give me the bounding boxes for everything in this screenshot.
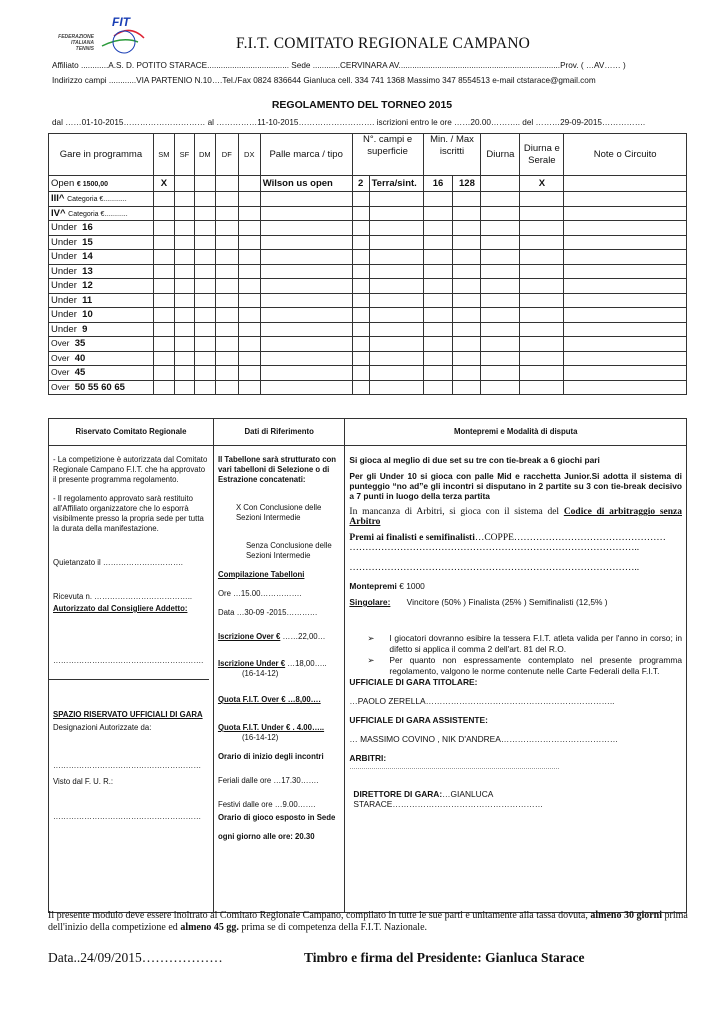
table-row [49, 337, 687, 352]
table-row [49, 192, 687, 207]
table-row [49, 206, 687, 221]
table-row [49, 221, 687, 236]
svg-text:FEDERAZIONE: FEDERAZIONE [58, 34, 94, 40]
page-title: F.I.T. COMITATO REGIONALE CAMPANO [236, 35, 531, 52]
table-row [49, 351, 687, 366]
table-row [49, 235, 687, 250]
table-row [49, 250, 687, 265]
table-row [49, 322, 687, 337]
affiliato-line: Affiliato ............A.S. D. POTITO STARACE.................................... Sede ............CERVINARA AV.......................................................................Prov. ( …AV…… ) [52, 61, 626, 70]
details-table: Riservato Comitato Regionale Dati di Riferimento Montepremi e Modalità di disputa - La competizione è autorizzata dal Comitato Regionale Campano F.I.T. che ha approvato il presente programma regolamento. - Il regolamento approvato sarà restituito all'Affiliato organizzatore che lo esporrà visibilmente presso la propria sede per tutta la durata della manifestazione. Quietanzato il …………………………. Ricevuta n. ……………………………….. Autorizzato dal Consigliere Addetto: …………………………………………………. SPAZIO RISERVATO UFFICIALI DI GARA Designazioni Autorizzate da: ………………………………………………… Visto dal F. U. R.: ………………………………………………… Il Tabellone sarà strutturato con vari tabelloni di Selezione o di Estrazione concatenati: X Con Conclusione delle Sezioni Intermedie Senza Conclusione delle Sezioni Intermedie Compilazione Tabelloni Ore …15.00……………. Data …30-09 -2015………… Iscrizione Over € ……22,00… Iscrizione Under € …18,00….. (16-14-12) Quota F.I.T. Over € …8,00…. Quota F.I.T. Under € . 4.00….. (16-14-12) Orario di inizio degli incontri Feriali dalle ore …17.30……. Festivi dalle ore …9.00……. Orario di gioco esposto in Sede ogni giorno alle ore: 20.30 Si gioca al meglio di due set su tre con tie-break a 6 giochi pari Per gli Under 10 si gioca con palle Mid e racchetta Junior.Si adotta il sistema di punteggio “no ad”e gli incontri si disputano in 2 partite su 3 con tie-break decisivo a 7 punti in luogo della terza partita In mancanza di Arbitri, si gioca con il sistema del Codice di arbitraggio senza Arbitro Premi ai finalisti e semifinalisti…COPPE………………………………………… ……………………………………………………………………………….. ……………………………………………………………………………….. Montepremi € 1000 Singolare: Vincitore (50% ) Finalista (25% ) Semifinalisti (12,5% ) ➢ I giocatori dovranno esibire la tessera F.I.T. atleta valida per l'anno in corso; in difetto si applica il comma 2 dell'art. 81 del R.O. ➢ Per quanto non espressamente contemplato nel presente programma regolamento, valgono le norme contenute nelle Carte Federali della F.I.T. UFFICIALE DI GARA TITOLARE: …PAOLO ZERELLA………………………………………………………….. UFFICIALE DI GARA ASSISTENTE: … MASSIMO COVINO , NIK D'ANDREA…………………………………… ARBITRI: …………………………………………………………………………………………… DIRETTORE DI GARA:…GIANLUCA STARACE……………………………………………… [48, 418, 687, 913]
table-row [49, 279, 687, 294]
reference-column: Il Tabellone sarà strutturato con vari tabelloni di Selezione o di Estrazione concatenati: X Con Conclusione delle Sezioni Intermedie Senza Conclusione delle Sezioni Intermedie Compilazione Tabelloni Ore …15.00……………. Data …30-09 -2015………… Iscrizione Over € ……22,00… Iscrizione Under € …18,00….. (16-14-12) Quota F.I.T. Over € …8,00…. Quota F.I.T. Under € . 4.00….. (16-14-12) Orario di inizio degli incontri Feriali dalle ore …17.30……. Festivi dalle ore …9.00……. Orario di gioco esposto in Sede ogni giorno alle ore: 20.30 [213, 446, 344, 913]
table-header: Gare in programma SM SF DM DF DX Palle marca / tipo N°. campi e superficie Min. / Max iscritti Diurna Diurna e Serale Note o Circuito [49, 134, 687, 176]
signature-line: Timbro e firma del Presidente: Gianluca Starace [304, 950, 585, 965]
table-row [49, 366, 687, 381]
svg-text:TENNIS: TENNIS [75, 46, 94, 52]
prizes-column: Si gioca al meglio di due set su tre con tie-break a 6 giochi pari Per gli Under 10 si gioca con palle Mid e racchetta Junior.Si adotta il sistema di punteggio “no ad”e gli incontri si disputano in 2 partite su 3 con tie-break decisivo a 7 punti in luogo della terza partita In mancanza di Arbitri, si gioca con il sistema del Codice di arbitraggio senza Arbitro Premi ai finalisti e semifinalisti…COPPE………………………………………… ……………………………………………………………………………….. ……………………………………………………………………………….. Montepremi € 1000 Singolare: Vincitore (50% ) Finalista (25% ) Semifinalisti (12,5% ) ➢ I giocatori dovranno esibire la tessera F.I.T. atleta valida per l'anno in corso; in difetto si applica il comma 2 dell'art. 81 del R.O. ➢ Per quanto non espressamente contemplato nel presente programma regolamento, valgono le norme contenute nelle Carte Federali della F.I.T. UFFICIALE DI GARA TITOLARE: …PAOLO ZERELLA………………………………………………………….. UFFICIALE DI GARA ASSISTENTE: … MASSIMO COVINO , NIK D'ANDREA…………………………………… ARBITRI: …………………………………………………………………………………………… DIRETTORE DI GARA:…GIANLUCA STARACE……………………………………………… [345, 446, 687, 913]
tournament-table [48, 133, 687, 395]
committee-column: - La competizione è autorizzata dal Comitato Regionale Campano F.I.T. che ha approvato il presente programma regolamento. - Il regolamento approvato sarà restituito all'Affiliato organizzatore che lo esporrà visibilmente presso la propria sede per tutta la durata della manifestazione. Quietanzato il …………………………. Ricevuta n. ……………………………….. Autorizzato dal Consigliere Addetto: …………………………………………………. SPAZIO RISERVATO UFFICIALI DI GARA Designazioni Autorizzate da: ………………………………………………… Visto dal F. U. R.: ………………………………………………… [49, 446, 214, 913]
event-label: Under 16 [49, 221, 154, 236]
table-row [49, 293, 687, 308]
event-label: III^ Categoria €............ [49, 192, 154, 207]
event-label: Under 10 [49, 308, 154, 323]
document-title: REGOLAMENTO DEL TORNEO 2015 [271, 99, 453, 111]
date-line: Data..24/09/2015……………… [48, 950, 223, 965]
dates-line: dal ……01-10-2015………………………… al ……………11-10-2015………………………. iscrizioni entro le ore ……20.00……….. del ………29-09-2015……………. [52, 118, 646, 127]
event-label: Under 11 [49, 293, 154, 308]
event-label: Under 14 [49, 250, 154, 265]
table-row [49, 380, 687, 395]
table-row [49, 308, 687, 323]
address-line: Indirizzo campi ............VIA PARTENIO N.10….Tel./Fax 0824 836644 Gianluca cell. 334 741 1368 Massimo 347 8554513 e-mail ctstarace@gmail.com [52, 76, 596, 85]
svg-text:FIT: FIT [112, 15, 130, 29]
table-row [49, 264, 687, 279]
svg-text:ITALIANA: ITALIANA [71, 40, 94, 46]
event-label: Under 15 [49, 235, 154, 250]
event-label: Under 9 [49, 322, 154, 337]
event-label: Over 45 [49, 366, 154, 381]
event-label: Over 50 55 60 65 [49, 380, 154, 395]
event-label: Under 12 [49, 279, 154, 294]
event-label: Open € 1500,00 [49, 176, 154, 192]
footer-note: Il presente modulo deve essere inoltrato al Comitato Regionale Campano, compilato in tutte le sue parti e unitamente alla tassa dovuta, almeno 30 giorni prima dell'inizio della competizione ed almeno 45 gg. prima se di competenza della F.I.T. Nazionale. [48, 910, 688, 933]
fit-logo [52, 14, 162, 56]
event-label: Over 40 [49, 351, 154, 366]
event-label: Over 35 [49, 337, 154, 352]
event-label: IV^ Categoria €............ [49, 206, 154, 221]
event-label: Under 13 [49, 264, 154, 279]
table-row: Open € 1500,00 X Wilson us open 2 Terra/sint. 16 128 X [49, 176, 687, 192]
